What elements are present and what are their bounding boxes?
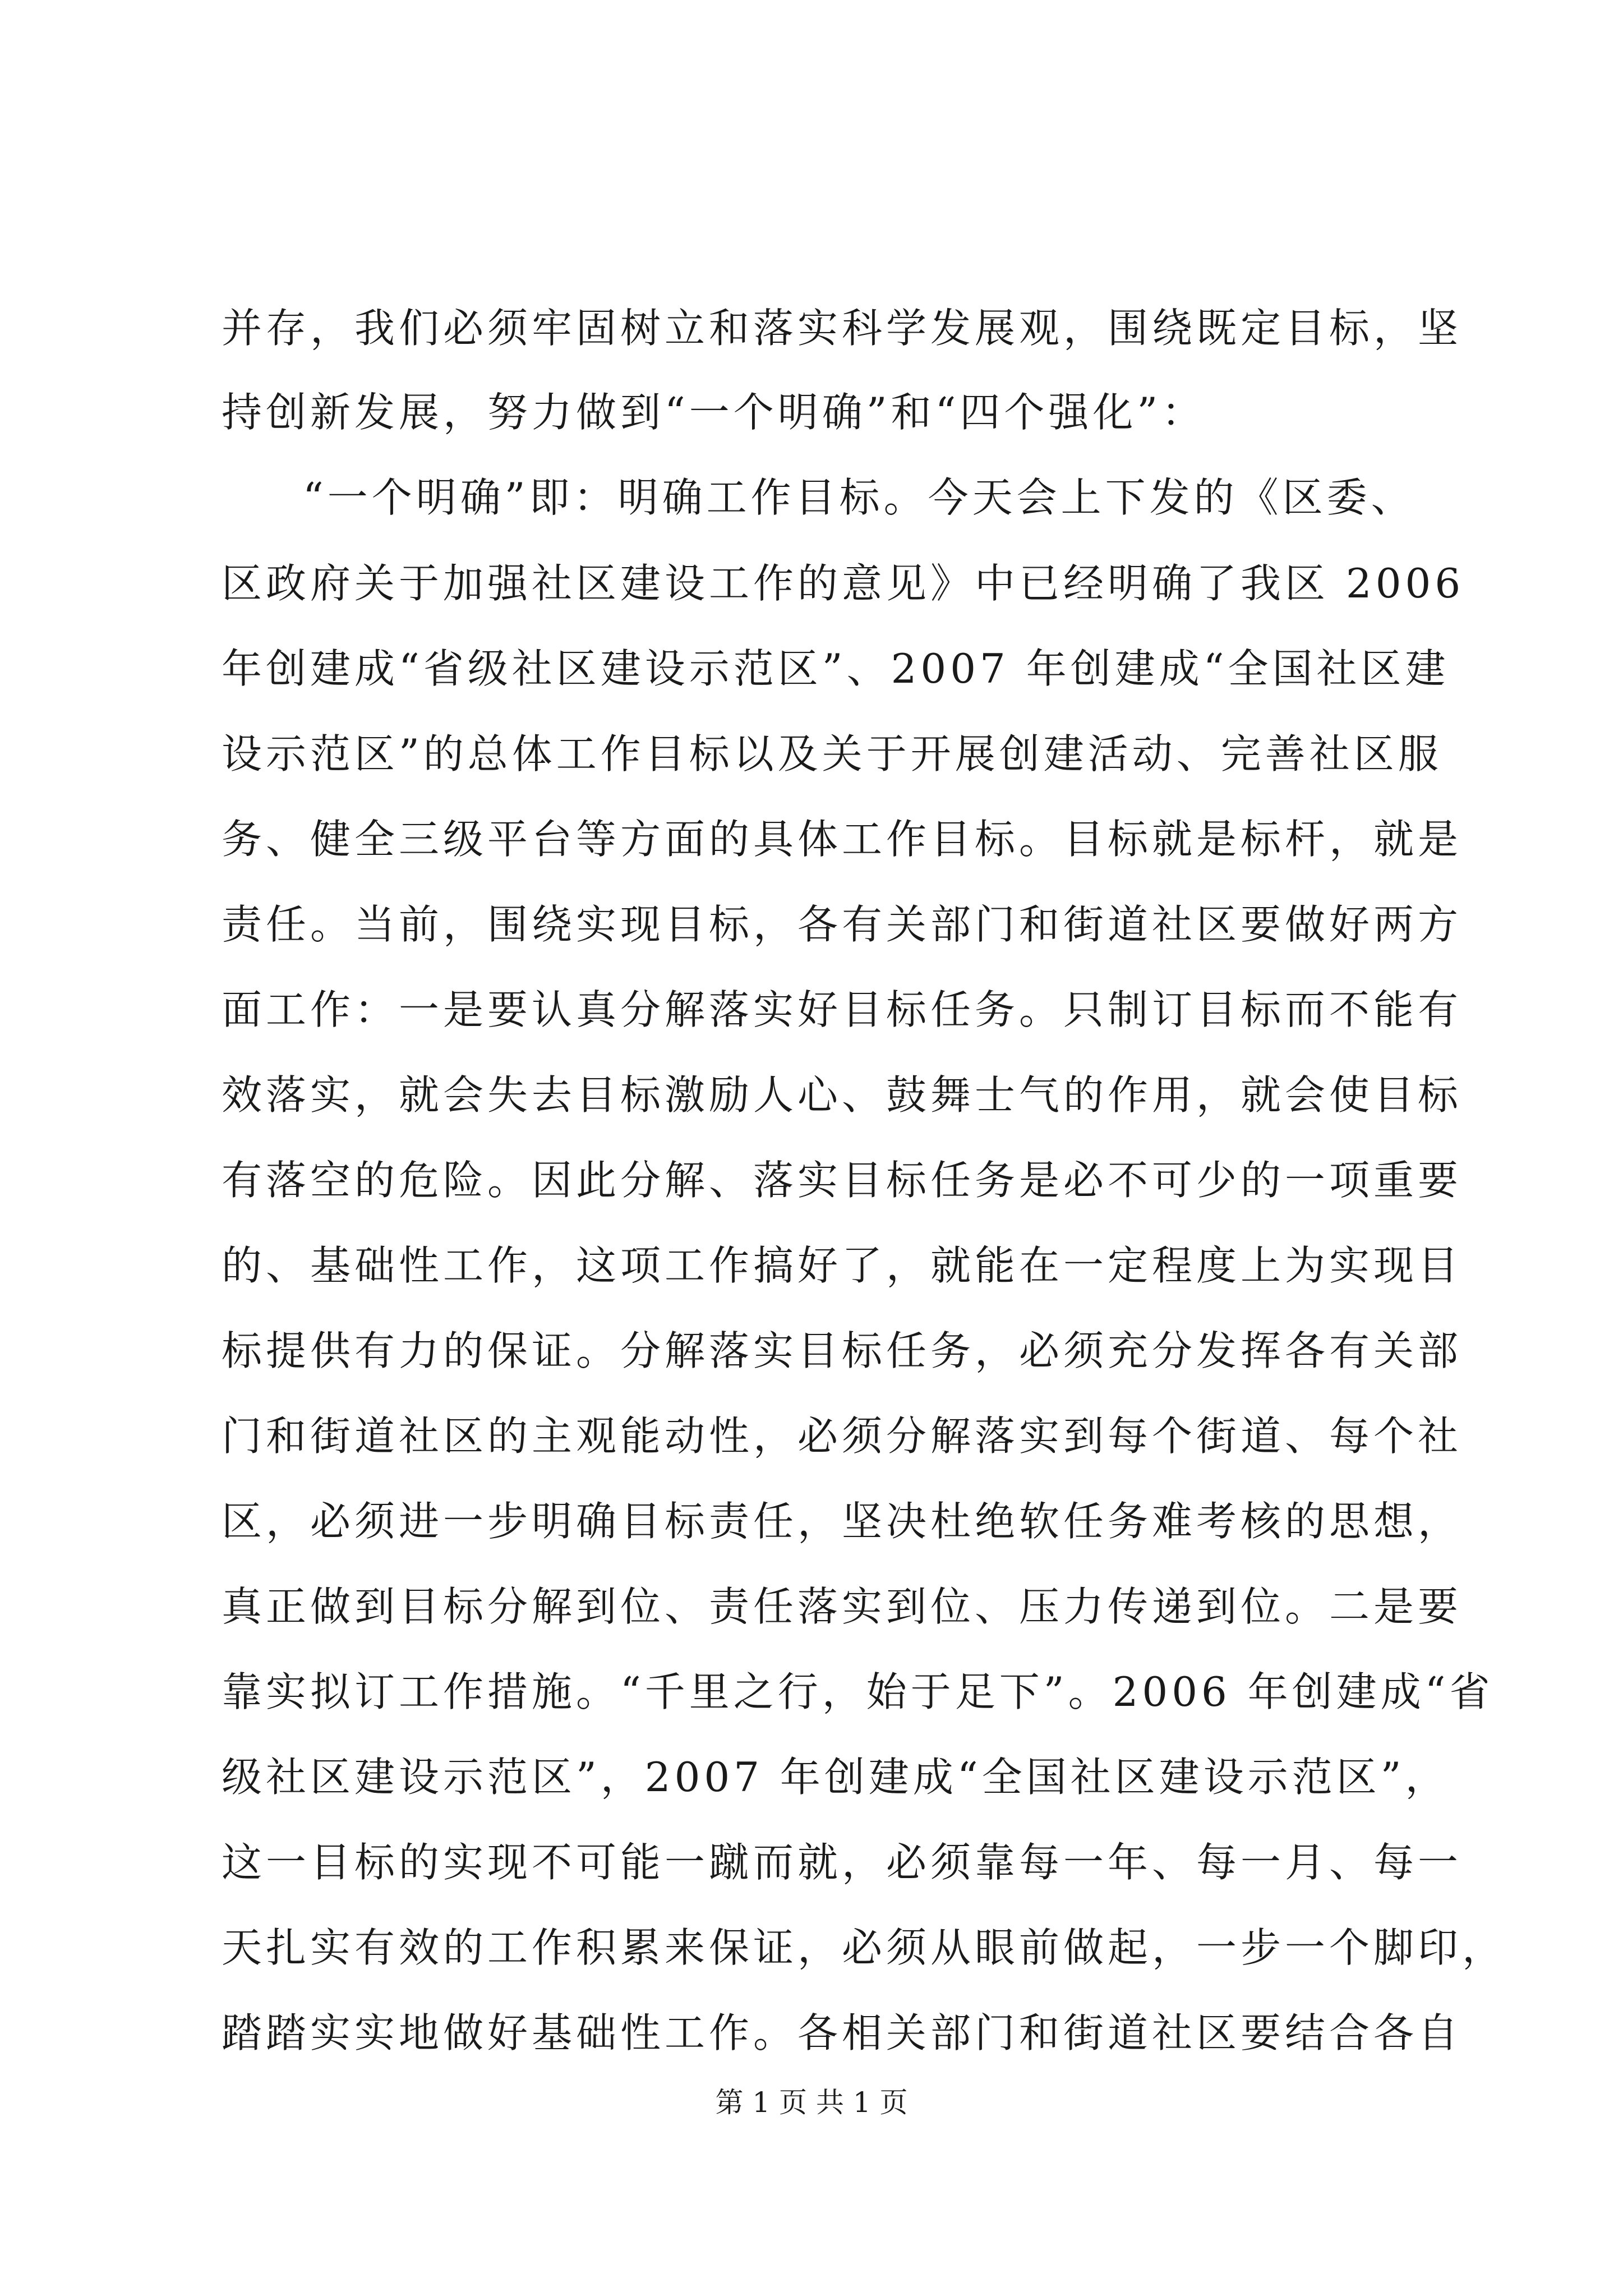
body-text-line: 务、健全三级平台等方面的具体工作目标。目标就是标杆，就是 (222, 816, 1463, 863)
body-text-line: 效落实，就会失去目标激励人心、鼓舞士气的作用，就会使目标 (222, 1071, 1463, 1119)
body-text-line: 的、基础性工作，这项工作搞好了，就能在一定程度上为实现目 (222, 1242, 1463, 1289)
body-text-line: 持创新发展，努力做到“一个明确”和“四个强化”： (222, 389, 1206, 436)
body-text-line: “一个明确”即：明确工作目标。今天会上下发的《区委、 (303, 474, 1415, 521)
body-text-line: 标提供有力的保证。分解落实目标任务，必须充分发挥各有关部 (222, 1327, 1463, 1374)
body-text-line: 责任。当前，围绕实现目标，各有关部门和街道社区要做好两方 (222, 901, 1463, 948)
body-text-line: 并存，我们必须牢固树立和落实科学发展观，围绕既定目标，坚 (222, 305, 1463, 352)
body-text-line: 有落空的危险。因此分解、落实目标任务是必不可少的一项重要 (222, 1157, 1463, 1204)
body-text-line: 区政府关于加强社区建设工作的意见》中已经明确了我区 2006 (222, 560, 1465, 607)
body-text-line: 门和街道社区的主观能动性，必须分解落实到每个街道、每个社 (222, 1412, 1463, 1460)
body-text-line: 真正做到目标分解到位、责任落实到位、压力传递到位。二是要 (222, 1583, 1463, 1630)
body-text-line: 设示范区”的总体工作目标以及关于开展创建活动、完善社区服 (222, 730, 1442, 777)
body-text-line: 这一目标的实现不可能一蹴而就，必须靠每一年、每一月、每一 (222, 1839, 1463, 1886)
body-text-line: 区，必须进一步明确目标责任，坚决杜绝软任务难考核的思想， (222, 1498, 1463, 1545)
body-text-line: 年创建成“省级社区建设示范区”、2007 年创建成“全国社区建 (222, 645, 1450, 692)
body-text-line: 面工作：一是要认真分解落实好目标任务。只制订目标而不能有 (222, 986, 1463, 1033)
body-text-line: 级社区建设示范区”，2007 年创建成“全国社区建设示范区”， (222, 1754, 1450, 1801)
page-number-footer: 第 1 页 共 1 页 (715, 2086, 908, 2119)
body-text-line: 天扎实有效的工作积累来保证，必须从眼前做起，一步一个脚印， (222, 1924, 1507, 1971)
body-text-line: 靠实拟订工作措施。“千里之行，始于足下”。2006 年创建成“省 (222, 1668, 1494, 1715)
body-text-line: 踏踏实实地做好基础性工作。各相关部门和街道社区要结合各自 (222, 2009, 1463, 2056)
